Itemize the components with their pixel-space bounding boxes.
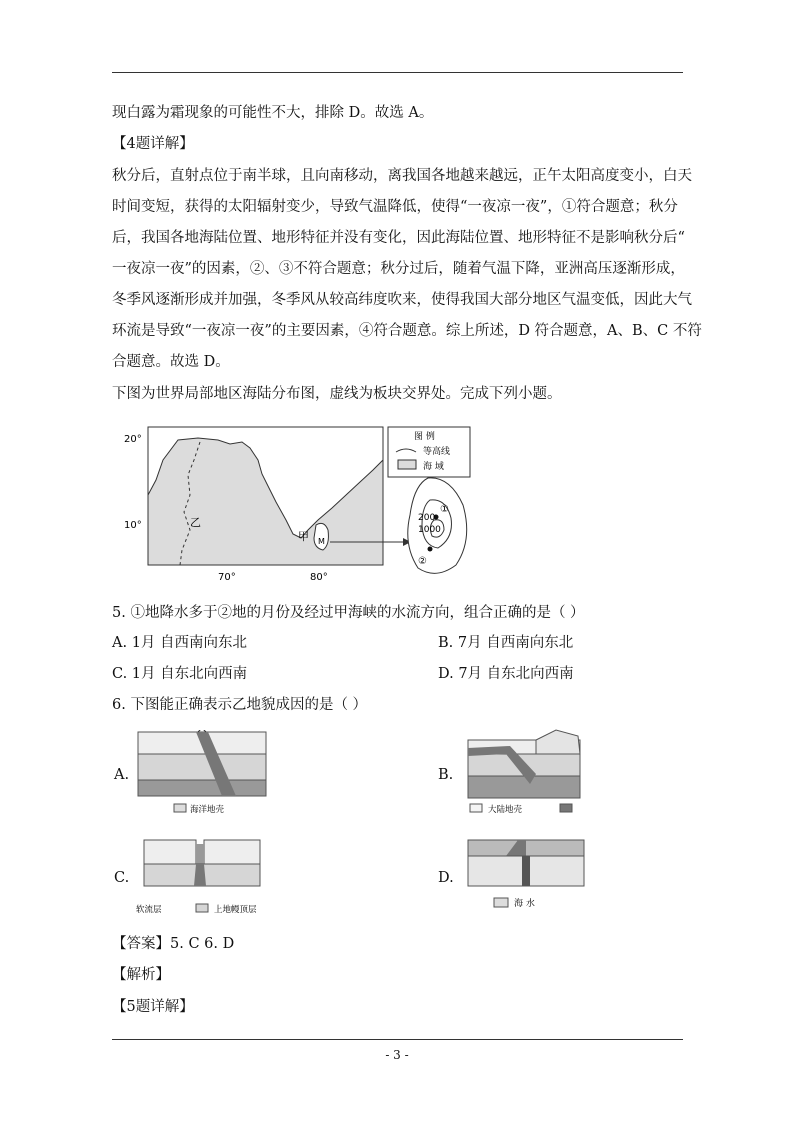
paragraph-line: 后，我国各地海陆位置、地形特征并没有变化，因此海陆位置、地形特征不是影响秋分后“	[112, 230, 685, 246]
footer-rule	[112, 1039, 683, 1040]
lat-label: 20°	[124, 434, 142, 445]
q6-option-b[interactable]: B.	[438, 767, 454, 783]
legend-contour: 等高线	[423, 447, 451, 457]
analysis-heading: 【解析】	[112, 967, 170, 983]
paragraph-line: 一夜凉一夜”的因素，②、③不符合题意；秋分过后，随着气温下降，亚洲高压逐渐形成，	[112, 261, 685, 277]
paragraph-line: 环流是导致“一夜凉一夜”的主要因素，④符合题意。综上所述，D 符合题意，A、B、C 不符	[112, 323, 702, 339]
legend-asthenosphere: 软流层	[136, 905, 162, 915]
q5-stem: 5. ①地降水多于②地的月份及经过甲海峡的水流方向，组合正确的是（ ）	[112, 605, 585, 621]
legend-sea: 海 域	[423, 462, 444, 472]
legend-oceanic-crust: 海洋地壳	[190, 805, 225, 815]
answer-line: 【答案】5. C 6. D	[112, 936, 235, 952]
lon-label: 80°	[310, 572, 328, 583]
sea-land-map	[118, 420, 518, 585]
legend-upper-mantle: 上地幔顶层	[214, 905, 257, 915]
paragraph-line: 秋分后，直射点位于南半球，且向南移动，离我国各地越来越远，正午太阳高度变小，白天	[112, 168, 692, 184]
island-label: M	[318, 537, 325, 546]
paragraph-line: 下图为世界局部地区海陆分布图，虚线为板块交界处。完成下列小题。	[112, 386, 562, 402]
lat-label: 10°	[124, 520, 142, 531]
q6-option-d[interactable]: D.	[438, 870, 454, 886]
q5-option-b[interactable]: B. 7月 自西南向东北	[438, 635, 574, 651]
diagram-a	[136, 730, 268, 820]
place-jia: 甲	[298, 530, 309, 543]
inset-elev: 1000	[418, 525, 441, 535]
paragraph-line: 时间变短，获得的太阳辐射变少，导致气温降低，使得“一夜凉一夜”，①符合题意；秋分	[112, 199, 678, 215]
paragraph-line: 现白露为霜现象的可能性不大，排除 D。故选 A。	[112, 105, 434, 121]
paragraph-line: 冬季风逐渐形成并加强，冬季风从较高纬度吹来，使得我国大部分地区气温变低，因此大气	[112, 292, 692, 308]
diagram-c	[136, 836, 276, 918]
legend-title: 图 例	[414, 432, 435, 442]
q6-option-c[interactable]: C.	[114, 870, 130, 886]
legend-seawater: 海 水	[514, 899, 535, 909]
q5-detail-heading: 【5题详解】	[112, 999, 194, 1015]
q5-option-c[interactable]: C. 1月 自东北向西南	[112, 666, 248, 682]
legend-continental-crust: 大陆地壳	[488, 805, 523, 815]
page-number: - 3 -	[385, 1048, 409, 1062]
lon-label: 70°	[218, 572, 236, 583]
inset-mark: ②	[418, 556, 427, 567]
q6-option-a[interactable]: A.	[114, 767, 130, 783]
paragraph-line: 合题意。故选 D。	[112, 354, 230, 370]
q5-option-a[interactable]: A. 1月 自西南向东北	[112, 635, 248, 651]
q5-option-d[interactable]: D. 7月 自东北向西南	[438, 666, 574, 682]
header-rule	[112, 72, 683, 73]
place-yi: 乙	[190, 516, 201, 529]
inset-mark: ①	[440, 504, 449, 515]
section-heading: 【4题详解】	[112, 136, 194, 152]
diagram-b	[466, 726, 586, 818]
diagram-d	[466, 838, 586, 914]
inset-elev: 200	[418, 513, 436, 523]
q6-stem: 6. 下图能正确表示乙地貌成因的是（ ）	[112, 697, 368, 713]
